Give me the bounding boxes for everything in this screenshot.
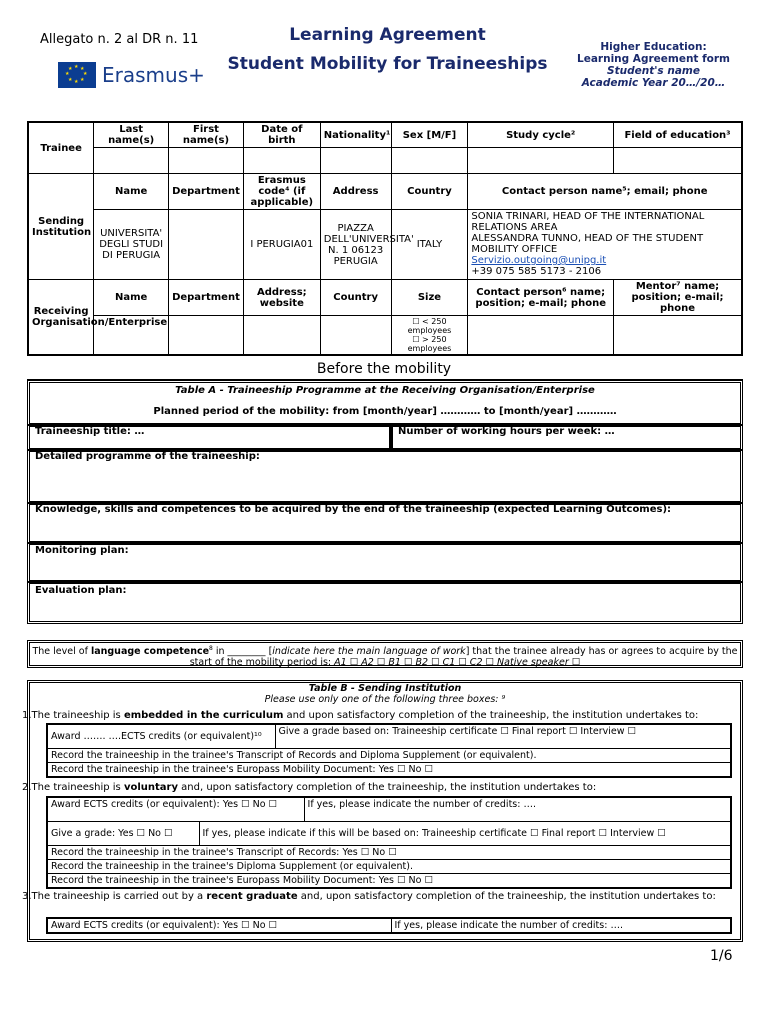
receiving-org-label: Receiving Organisation/Enterprise (28, 280, 94, 356)
opt3-credits-field[interactable]: If yes, please indicate the number of credits: …. (391, 918, 731, 933)
size-option-small-checkbox[interactable]: ☐ < 250 employees (407, 317, 452, 335)
opt3-bold: recent graduate (206, 891, 298, 902)
opt1-post: and upon satisfactory completion of the traineeship, the institution undertakes to: (283, 710, 699, 721)
option1-table (46, 723, 732, 778)
annex-label: Allegato n. 2 al DR n. 11 (40, 32, 199, 47)
opt2-credits-field[interactable]: If yes, please indicate the number of credits: …. (304, 797, 731, 821)
contact-line-1: SONIA TRINARI, HEAD OF THE INTERNATIONAL RELATIONS AREA (471, 211, 705, 233)
lang-sup: 8 (209, 645, 213, 652)
receiving-col-name: Name (94, 280, 169, 316)
header-right-line3: Student's name (607, 65, 700, 77)
before-mobility-heading: Before the mobility (316, 361, 452, 377)
opt3-award-field[interactable]: Award ECTS credits (or equivalent): Yes ☐ No ☐ (47, 918, 391, 933)
trainee-study-cycle-input[interactable] (468, 148, 614, 174)
opt1-record-europass[interactable]: Record the traineeship in the trainee's Europass Mobility Document: Yes ☐ No ☐ (47, 762, 731, 777)
option3-table (46, 917, 732, 934)
contact-phone: +39 075 585 5173 - 2106 (471, 266, 602, 277)
planned-period-field[interactable]: Planned period of the mobility: from [month/year] ………… to [month/year] ………… (153, 406, 617, 417)
opt1-grade-field[interactable]: Give a grade based on: Traineeship certificate ☐ Final report ☐ Interview ☐ (275, 724, 731, 748)
col-last-name: Last name(s) (94, 122, 169, 148)
opt1-record-transcript[interactable]: Record the traineeship in the trainee's Transcript of Records and Diploma Supplement (or equivalent). (47, 748, 731, 762)
evaluation-plan-label: Evaluation plan: (35, 585, 127, 596)
sending-col-name: Name (94, 174, 169, 210)
lang-bold: language competence (90, 646, 210, 658)
receiving-col-country: Country (320, 280, 391, 316)
receiving-address-input[interactable] (243, 316, 320, 356)
language-competence-text (32, 643, 738, 668)
page-title: Learning Agreement (289, 25, 486, 45)
traineeship-title-field[interactable]: Traineeship title: … (35, 426, 145, 437)
monitoring-plan-box[interactable] (27, 542, 743, 583)
sending-col-country: Country (391, 174, 468, 210)
contact-line-2: ALESSANDRA TUNNO, HEAD OF THE STUDENT MOBILITY OFFICE (471, 233, 704, 255)
monitoring-plan-label: Monitoring plan: (35, 545, 129, 556)
size-option-large-checkbox[interactable]: ☐ > 250 employees (407, 335, 452, 353)
col-nationality: Nationality¹ (320, 122, 391, 148)
sending-name-value: UNIVERSITA' DEGLI STUDI DI PERUGIA (94, 210, 169, 280)
erasmus-logo-text: Erasmus+ (102, 63, 205, 87)
sending-col-erasmus-code: Erasmus code⁴ (if applicable) (243, 174, 320, 210)
lang-part2: in ________ [ (212, 646, 273, 658)
trainee-last-name-input[interactable] (94, 148, 169, 174)
opt2-grade-field[interactable]: Give a grade: Yes ☐ No ☐ (47, 821, 199, 845)
receiving-col-contact: Contact person⁶ name; position; e-mail; phone (468, 280, 614, 316)
trainee-info-table (27, 121, 743, 356)
receiving-col-mentor: Mentor⁷ name; position; e-mail; phone (614, 280, 742, 316)
trainee-sex-input[interactable] (391, 148, 468, 174)
opt2-post: and, upon satisfactory completion of the traineeship, the institution undertakes to: (177, 782, 597, 793)
opt1-bold: embedded in the curriculum (123, 710, 284, 721)
detailed-programme-label: Detailed programme of the traineeship: (35, 451, 260, 462)
option2-table (46, 796, 732, 889)
sending-col-address: Address (320, 174, 391, 210)
lang-italic: indicate here the main language of work (272, 646, 466, 658)
trainee-label: Trainee (28, 122, 94, 174)
receiving-col-department: Department (169, 280, 244, 316)
opt2-record-diploma[interactable]: Record the traineeship in the trainee's Diploma Supplement (or equivalent). (47, 859, 731, 873)
header-right-block (577, 41, 730, 89)
option1-text: 1.The traineeship is embedded in the curriculum and upon satisfactory completion of the traineeship, the institution undertakes to: (22, 710, 699, 721)
header-right-line4: Academic Year 20…/20… (581, 77, 726, 89)
trainee-field-input[interactable] (614, 148, 742, 174)
opt2-bold: voluntary (123, 782, 178, 793)
sending-department-value[interactable] (169, 210, 244, 280)
opt3-pre: The traineeship is carried out by a (31, 891, 207, 902)
opt2-based-field[interactable]: If yes, please indicate if this will be based on: Traineeship certificate ☐ Final report ☐ Interview ☐ (199, 821, 731, 845)
col-sex: Sex [M/F] (391, 122, 468, 148)
trainee-nationality-input[interactable] (320, 148, 391, 174)
eu-flag-icon: ★ ★ ★ ★ ★ ★ ★ ★ (58, 62, 96, 88)
opt2-record-europass[interactable]: Record the traineeship in the trainee's Europass Mobility Document: Yes ☐ No ☐ (47, 873, 731, 888)
header-right-line2: Learning Agreement form (577, 53, 730, 65)
receiving-size-options (391, 316, 468, 356)
receiving-country-input[interactable] (320, 316, 391, 356)
col-first-name: First name(s) (169, 122, 244, 148)
opt3-post: and, upon satisfactory completion of the traineeship, the institution undertakes to: (297, 891, 716, 902)
page-number: 1/6 (710, 948, 733, 964)
opt2-record-transcript[interactable]: Record the traineeship in the trainee's Transcript of Records: Yes ☐ No ☐ (47, 845, 731, 859)
trainee-first-name-input[interactable] (169, 148, 244, 174)
contact-email-link[interactable]: Servizio.outgoing@unipg.it (471, 255, 607, 266)
opt2-award-field[interactable]: Award ECTS credits (or equivalent): Yes ☐ No ☐ (47, 797, 304, 821)
col-field-of-education: Field of education³ (614, 122, 742, 148)
table-b-subtitle: Please use only one of the following three boxes: ⁹ (264, 694, 506, 705)
page-subtitle: Student Mobility for Traineeships (227, 54, 548, 74)
receiving-col-size: Size (391, 280, 468, 316)
opt1-pre: The traineeship is (31, 710, 124, 721)
option3-text: 3.The traineeship is carried out by a recent graduate and, upon satisfactory completion of the traineeship, the institution undertakes to: (22, 891, 716, 902)
option2-text: 2.The traineeship is voluntary and, upon satisfactory completion of the traineeship, the institution undertakes to: (22, 782, 597, 793)
sending-code-value: I PERUGIA01 (243, 210, 320, 280)
sending-institution-label: Sending Institution (28, 174, 94, 280)
learning-outcomes-label: Knowledge, skills and competences to be acquired by the end of the traineeship (expected Learning Outcomes): (35, 504, 672, 515)
sending-col-contact: Contact person name⁵; email; phone (468, 174, 742, 210)
working-hours-field[interactable]: Number of working hours per week: … (398, 426, 615, 437)
language-levels-checkboxes[interactable]: A1 ☐ A2 ☐ B1 ☐ B2 ☐ C1 ☐ C2 ☐ Native speaker ☐ (334, 657, 581, 669)
receiving-col-address: Address; website (243, 280, 320, 316)
sending-country-value: ITALY (391, 210, 468, 280)
sending-address-value: PIAZZA DELL'UNIVERSITA' N. 1 06123 PERUGIA (320, 210, 391, 280)
header-right-line1: Higher Education: (600, 41, 707, 53)
receiving-contact-input[interactable] (468, 316, 614, 356)
lang-part1: The level of (32, 646, 91, 658)
opt2-pre: The traineeship is (31, 782, 124, 793)
lang-part3: ] that the trainee already has or agrees to acquire by the start of the mobility period is: (189, 646, 738, 669)
evaluation-plan-box[interactable] (27, 581, 743, 624)
col-study-cycle: Study cycle² (468, 122, 614, 148)
sending-col-department: Department (169, 174, 244, 210)
table-a-title: Table A - Traineeship Programme at the Receiving Organisation/Enterprise (175, 385, 595, 396)
trainee-dob-input[interactable] (243, 148, 320, 174)
col-date-of-birth: Date of birth (243, 122, 320, 148)
sending-contact-value (468, 210, 742, 280)
opt1-award-field[interactable]: Award ……. ….ECTS credits (or equivalent)¹⁰ (47, 724, 275, 748)
table-b-title: Table B - Sending Institution (308, 683, 462, 694)
receiving-mentor-input[interactable] (614, 316, 742, 356)
receiving-department-input[interactable] (169, 316, 244, 356)
